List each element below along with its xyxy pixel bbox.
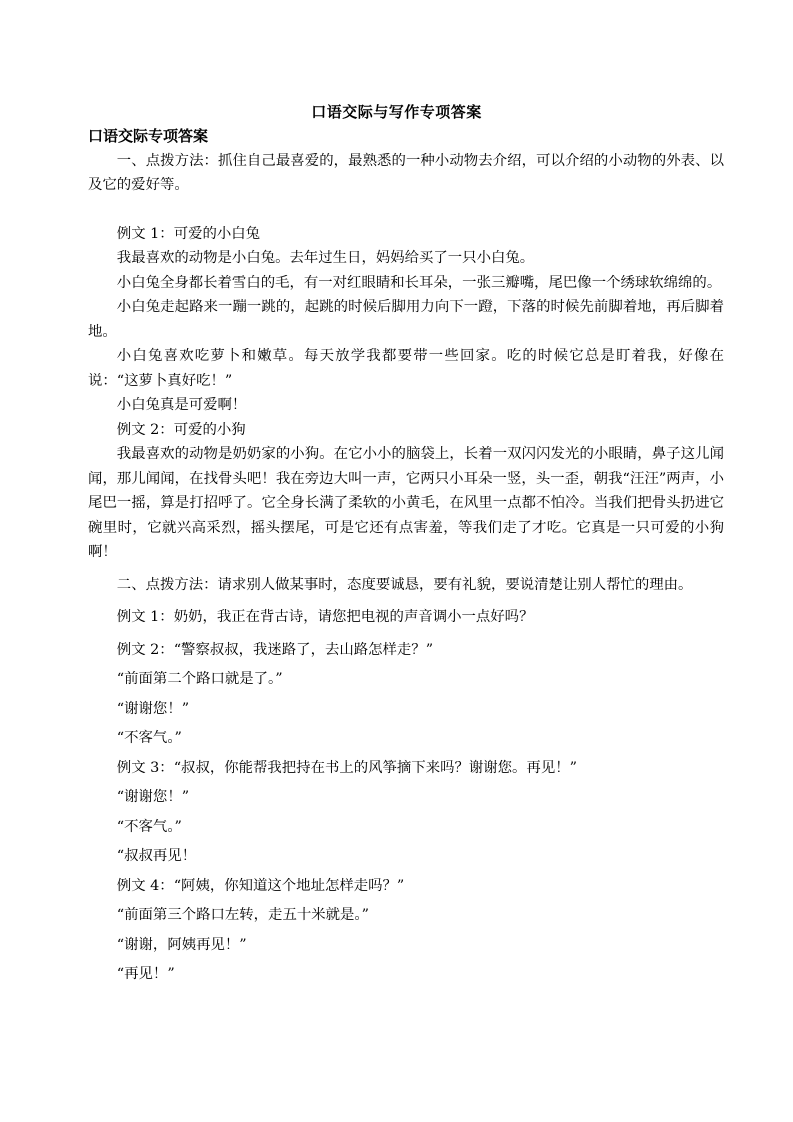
dialogue-example-2: 例文 2：“警察叔叔，我迷路了，去山路怎样走？” xyxy=(116,641,434,658)
dialogue-line: “叔叔再见！ xyxy=(116,848,197,864)
dialogue-line: “不客气。” xyxy=(116,730,182,746)
dialogue-example-1: 例文 1：奶奶，我正在背古诗，请您把电视的声音调小一点好吗？ xyxy=(116,609,534,625)
paragraph: 小白兔喜欢吃萝卜和嫩草。每天放学我都要带一些回家。吃的时候它总是盯着我，好像在说：“这萝卜真好吃！” xyxy=(88,348,724,389)
dialogue-line: “前面第三个路口左转，走五十米就是。” xyxy=(116,907,369,923)
page-title: 口语交际与写作专项答案 xyxy=(311,103,482,121)
dialogue-example-3: 例文 3：“叔叔，你能帮我把持在书上的风筝摘下来吗？谢谢您。再见！” xyxy=(116,759,577,776)
document-body xyxy=(88,124,724,987)
dialogue-line: “再见！” xyxy=(116,966,175,982)
paragraph: 小白兔全身都长着雪白的毛，有一对红眼睛和长耳朵，一张三瓣嘴，尾巴像一个绣球软绵绵的。 xyxy=(116,274,722,291)
paragraph: 我最喜欢的动物是奶奶家的小狗。在它小小的脑袋上，长着一双闪闪发光的小眼睛，鼻子这儿闻闻，那儿闻闻，在找骨头吧！我在旁边大叫一声，它两只小耳朵一竖，头一歪，朝我“汪汪”两声，小尾巴一摇，算是打招呼了。它全身长满了柔软的小黄毛，在风里一点都不怕冷。当我们把骨头扔进它碗里时，它就兴高采烈，摇头摆尾，可是它还有点害羞，等我们走了才吃。它真是一只可爱的小狗啊！ xyxy=(88,446,724,560)
dialogue-example-4: 例文 4：“阿姨，你知道这个地址怎样走吗？” xyxy=(116,877,405,894)
dialogue-line: “谢谢您！” xyxy=(116,700,190,717)
method-paragraph-2: 二、点拨方法：请求别人做某事时，态度要诚恳，要有礼貌，要说清楚让别人帮忙的理由。 xyxy=(116,576,693,593)
section-heading: 口语交际专项答案 xyxy=(88,127,209,145)
method-paragraph-1: 一、点拨方法：抓住自己最喜爱的，最熟悉的一种小动物去介绍，可以介绍的小动物的外表、以及它的爱好等。 xyxy=(88,152,724,193)
dialogue-line: “不客气。” xyxy=(116,818,182,835)
example-heading-1: 例文 1：可爱的小白兔 xyxy=(116,225,261,242)
dialogue-line: “谢谢您！” xyxy=(116,789,190,805)
paragraph: 小白兔走起路来一蹦一跳的，起跳的时候后脚用力向下一蹬，下落的时候先前脚着地，再后脚着地。 xyxy=(88,299,724,340)
paragraph: 小白兔真是可爱啊！ xyxy=(116,397,247,413)
dialogue-line: “前面第二个路口就是了。” xyxy=(116,671,283,687)
dialogue-line: “谢谢，阿姨再见！” xyxy=(116,936,247,953)
paragraph: 我最喜欢的动物是小白兔。去年过生日，妈妈给买了一只小白兔。 xyxy=(116,250,535,266)
example-heading-2: 例文 2：可爱的小狗 xyxy=(116,421,246,438)
